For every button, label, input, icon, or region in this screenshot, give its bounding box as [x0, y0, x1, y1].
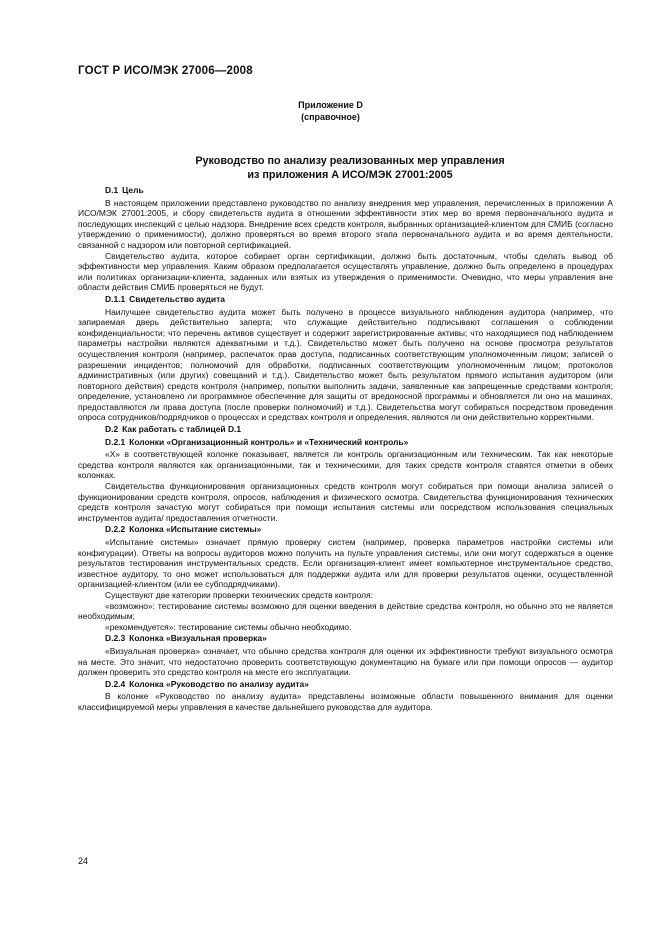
document-header: ГОСТ Р ИСО/МЭК 27006—2008	[78, 65, 253, 77]
paragraph: В колонке «Руководство по анализу аудита» представлены возможные области повышенного внимания для оценки классифицируемой меры управления в качестве дальнейшего руководства для аудитора.	[78, 691, 613, 712]
paragraph: Свидетельства функционирования организационных средств контроля могут собираться при помощи анализа записей о функционировании средств контроля, опросов, наблюдения и физического осмотра. Свидетельства функционирования технических средств контроля зачастую могут собираться при помощи испытания системы или посредством использования специальных инструментов аудита/ предоставления отчетности.	[78, 481, 613, 523]
paragraph: «Х» в соответствующей колонке показывает, является ли контроль организационным или техническим. Так как некоторые средства контроля являются как организационными, так и техническими, для таких средств контроля ставятся отметки в обеих колонках.	[78, 449, 613, 481]
section-title: Колонка «Визуальная проверка»	[129, 633, 267, 644]
section-number: D.1.1	[105, 293, 126, 304]
paragraph: «рекомендуется»: тестирование системы обычно необходимо.	[105, 621, 352, 632]
section-heading-d23	[78, 633, 613, 644]
paragraph: Существуют две категории проверки технических средств контроля:	[105, 589, 373, 600]
section-title: Свидетельство аудита	[129, 293, 225, 304]
annex-title: Приложение D	[298, 100, 363, 110]
section-heading-d2	[78, 424, 613, 435]
title-line-1: Руководство по анализу реализованных мер управления	[195, 155, 505, 167]
paragraph: «возможно»: тестирование системы возможно для оценки введения в действие средства контроля, но обычно это не является необходимым;	[78, 600, 613, 622]
section-heading-d11	[78, 294, 613, 305]
title-line-2: из приложения А ИСО/МЭК 27001:2005	[247, 168, 453, 181]
section-number: D.2	[105, 424, 119, 435]
section-number: D.2.1	[105, 436, 126, 447]
paragraph: В настоящем приложении представлено руководство по анализу внедрения мер управления, перечисленных в приложении А ИСО/МЭК 27001:2005, и сбору свидетельств аудита в отношении эффективности этих мер во время первоначального аудита и последующих инспекций с целью надзора. Внедрение всех средств контроля, выбранных организацией-клиентом для СМИБ (согласно утверждению о применимости), должно проверяться во время второго этапа первоначального аудита и во время деятельности, связанной с надзором или повторной сертификацией.	[78, 197, 613, 250]
page-number: 24	[78, 856, 89, 866]
paragraph: Свидетельство аудита, которое собирает орган сертификации, должно быть достаточным, чтобы сделать вывод об эффективности мер управления. Каким образом предполагается осуществлять управление, должно быть определено в процедурах или политиках организации-клиента, заданных или взятых из утверждения о применимости. Очевидно, что меры управления вне области действия СМИБ проверяться не будут.	[78, 250, 613, 293]
section-heading-d1	[78, 185, 613, 196]
section-number: D.2.2	[105, 524, 126, 535]
section-heading-d22	[78, 524, 613, 535]
section-title: Цель	[122, 185, 144, 195]
document-body	[78, 184, 613, 713]
paragraph: «Испытание системы» означает прямую проверку систем (например, проверка параметров настройки системы или конфигурации). Ответы на вопросы аудиторов можно получить на пульте управления системы, или они могут содержаться в оценке результатов тестирования инструментальных средств. Если организация-клиент имеет компьютерное инструментальное средство, известное аудитору, то оно может использоваться для поддержки аудита или для проверки результатов оценки, осуществленной организацией-клиентом (или ее субподрядчиками).	[78, 537, 613, 590]
paragraph: «Визуальная проверка» означает, что обычно средства контроля для оценки их эффективности требуют визуального осмотра на месте. Это значит, что недостаточно проверить соответствующую документацию на бумаге или при помощи опросов — аудитор должен проверить это средство контроля на месте его эксплуатации.	[78, 645, 613, 678]
section-title: Как работать с таблицей D.1	[122, 424, 242, 435]
paragraph: Наилучшее свидетельство аудита может быть получено в процессе визуального наблюдения аудитора (например, что запираемая дверь действительно заперта; что служащие действительно подписывают соглашения о соблюдении конфиденциальности; что перечень активов существует и содержит зарегистрированные активы; что находящиеся под наблюдением параметры настройки являются адекватными и т.д.). Свидетельство может быть получено на основе просмотра результатов осуществления контроля (например, распечаток прав доступа, подписанных соответствующим уполномоченным лицом; записей о разрешении инцидентов; полномочий для обработки, подписанных соответствующим уполномоченным лицом; протоколов административных (или других) совещаний и т.д.). Свидетельство может быть результатом прямого испытания аудитором (или повторного действия) средств контроля (например, попытки выполнить задачи, заявленные как запрещенные средствами контроля; определение, установлено ли программное обеспечение для защиты от вредоносной программы и обновляется ли оно на машинах, предоставляются ли права доступа (после проверки полномочий) и т.д.). Свидетельства могут собираться посредством проведения опроса сотрудников/подрядчиков о процессах и средствах контроля и определения, являются ли они действительно корректными.	[78, 306, 613, 423]
section-title: Колонка «Руководство по анализу аудита»	[129, 678, 309, 689]
annex-main-title	[78, 155, 622, 182]
section-heading-d21	[78, 437, 613, 448]
annex-status: (справочное)	[301, 111, 360, 122]
section-number: D.2.4	[105, 678, 126, 689]
section-title: Колонка «Испытание системы»	[129, 524, 262, 535]
section-title: Колонки «Организационный контроль» и «Технический контроль»	[129, 436, 409, 447]
annex-label	[0, 100, 661, 123]
section-number: D.1	[105, 185, 119, 195]
section-number: D.2.3	[105, 633, 126, 644]
section-heading-d24	[78, 679, 613, 690]
